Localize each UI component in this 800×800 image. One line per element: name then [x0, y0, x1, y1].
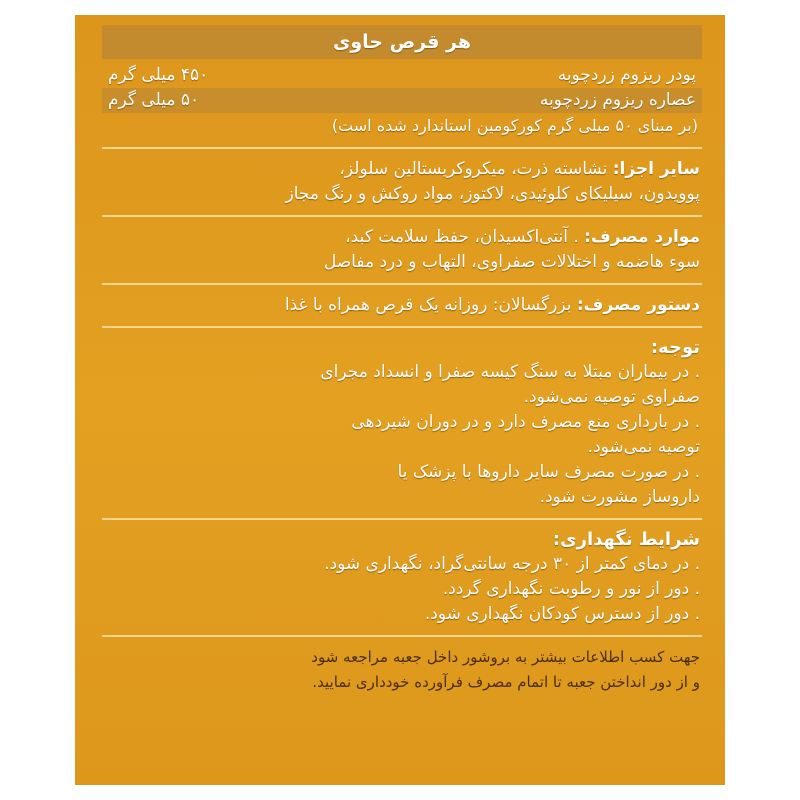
divider [102, 635, 702, 637]
section-line: . در بارداری منع مصرف دارد و در دوران شیردهی [351, 412, 700, 432]
divider [102, 147, 702, 149]
section-line: بزرگسالان: روزانه یک قرص همراه با غذا [284, 295, 572, 315]
composition-header: هر قرص حاوی [102, 25, 702, 59]
section-line: نشاسته ذرت، میکروکریستالین سلولز، [339, 159, 608, 179]
footer-note [102, 645, 702, 695]
section-line: سوء هاضمه و اختلالات صفراوی، التهاب و درد مفاصل [323, 252, 700, 272]
footer-line: جهت کسب اطلاعات بیشتر به بروشور داخل جعبه مراجعه شود [311, 648, 700, 666]
section-line: . در بیماران مبتلا به سنگ کیسه صفرا و انسداد مجرای [320, 362, 700, 382]
indications [102, 225, 702, 275]
section-label: سایر اجزا: [612, 159, 700, 179]
divider [102, 518, 702, 520]
composition-row [102, 63, 702, 88]
section-line: توصیه نمی‌شود. [587, 437, 700, 457]
warnings [102, 336, 702, 510]
section-line: . در دمای کمتر از ۳۰ درجه سانتی‌گراد، نگهداری شود. [324, 554, 700, 574]
composition-row [102, 88, 702, 113]
footer-line: و از دور انداختن جعبه تا اتمام مصرف فرآورده خودداری نمایید. [312, 673, 700, 691]
ingredient-name: عصاره ریزوم زردچوبه [539, 90, 696, 110]
divider [102, 326, 702, 328]
section-line: داروساز مشورت شود. [539, 487, 700, 507]
divider [102, 283, 702, 285]
section-label: شرایط نگهداری: [552, 529, 700, 550]
ingredient-name: پودر ریزوم زردچوبه [557, 65, 696, 85]
section-line: . آنتی‌اکسیدان، حفظ سلامت کبد، [345, 227, 579, 247]
section-line: . در صورت مصرف سایر داروها با پزشک یا [397, 462, 700, 482]
ingredient-amount: ۴۵۰ میلی گرم [108, 65, 209, 85]
divider [102, 215, 702, 217]
section-line: صفراوی توصیه نمی‌شود. [523, 387, 700, 407]
section-label: موارد مصرف: [584, 227, 700, 247]
section-line: پوویدون، سیلیکای کلوئیدی، لاکتوز، مواد روکش و رنگ مجاز [285, 184, 700, 204]
storage [102, 528, 702, 627]
other-ingredients [102, 157, 702, 207]
section-label: دستور مصرف: [576, 295, 700, 315]
section-line: . دور از نور و رطوبت نگهداری گردد. [442, 579, 700, 599]
section-label: توجه: [650, 337, 700, 358]
dosage [102, 293, 702, 318]
label-content [102, 25, 702, 695]
standard-note: (بر مبنای ۵۰ میلی گرم کورکومین استاندارد شده است) [331, 116, 698, 135]
ingredient-amount: ۵۰ میلی گرم [108, 90, 200, 110]
section-line: . دور از دسترس کودکان نگهداری شود. [424, 604, 700, 624]
